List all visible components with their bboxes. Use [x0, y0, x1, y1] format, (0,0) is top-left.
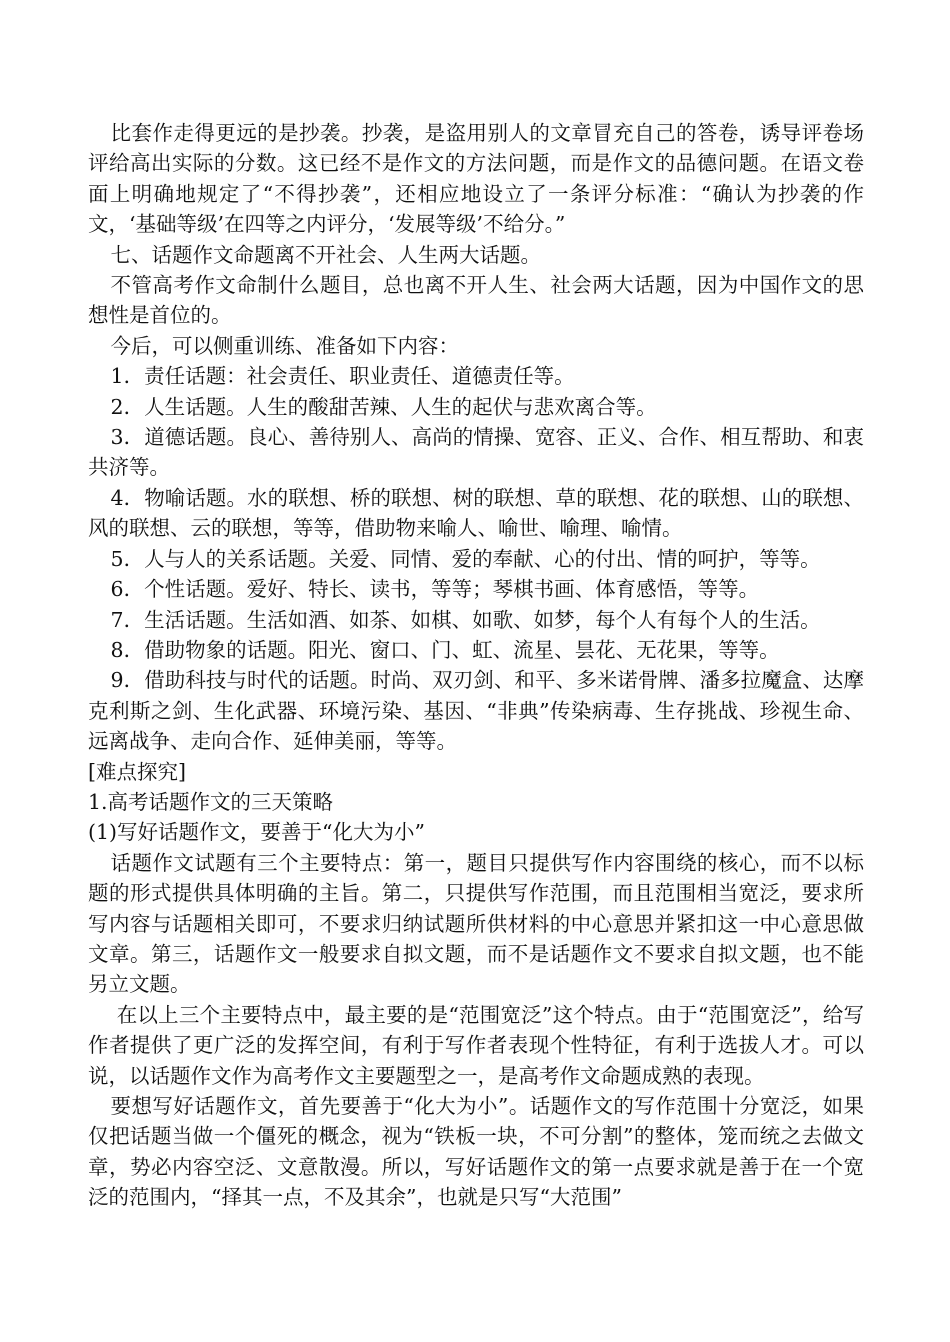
paragraph-two-topics: 不管高考作文命制什么题目，总也离不开人生、社会两大话题，因为中国作文的思想性是首位的。: [88, 273, 864, 328]
list-item-imagery: 8．借助物象的话题。阳光、窗口、门、虹、流星、昙花、无花果，等等。: [110, 637, 780, 662]
list-item-technology: 9．借助科技与时代的话题。时尚、双刃剑、和平、多米诺骨牌、潘多拉魔盒、达摩克利斯之剑、生化武器、环境污染、基因、“非典”传染病毒、生存挑战、珍视生命、远离战争、走向合作、延伸美丽，等等。: [88, 668, 864, 754]
paragraph-three-features: 话题作文试题有三个主要特点：第一，题目只提供写作内容围绕的核心，而不以标题的形式提供具体明确的主旨。第二，只提供写作范围，而且范围相当宽泛，要求所写内容与话题相关即可，不要求归纳试题所供材料的中心意思并紧扣这一中心意思做文章。第三，话题作文一般要求自拟文题，而不是话题作文不要求自拟文题，也不能另立文题。: [88, 850, 864, 997]
paragraph-plagiarism: 比套作走得更远的是抄袭。抄袭，是盗用别人的文章冒充自己的答卷，诱导评卷场评给高出实际的分数。这已经不是作文的方法问题，而是作文的品德问题。在语文卷面上明确地规定了“不得抄袭”，还相应地设立了一条评分标准：“确认为抄袭的作文，‘基础等级’在四等之内评分，‘发展等级’不给分。”: [88, 121, 864, 237]
list-item-relationships: 5．人与人的关系话题。关爱、同情、爱的奉献、心的付出、情的呵护，等等。: [110, 546, 821, 571]
list-item-responsibility: 1．责任话题：社会责任、职业责任、道德责任等。: [110, 364, 575, 389]
paragraph-write-well: 要想写好话题作文，首先要善于“化大为小”。话题作文的写作范围十分宽泛，如果仅把话题当做一个僵死的概念，视为“铁板一块，不可分割”的整体，笼而统之去做文章，势必内容空泛、文意散漫。所以，写好话题作文的第一点要求就是善于在一个宽泛的范围内，“择其一点，不及其余”，也就是只写“大范围”: [88, 1094, 864, 1210]
list-item-personality: 6．个性话题。爱好、特长、读书，等等；琴棋书画、体育感悟，等等。: [110, 577, 760, 602]
list-item-metaphor: 4．物喻话题。水的联想、桥的联想、树的联想、草的联想、花的联想、山的联想、风的联想、云的联想，等等，借助物来喻人、喻世、喻理、喻情。: [88, 485, 864, 541]
list-item-living: 7．生活话题。生活如酒、如茶、如棋、如歌、如梦，每个人有每个人的生活。: [110, 607, 821, 632]
list-item-life: 2．人生话题。人生的酸甜苦辣、人生的起伏与悲欢离合等。: [110, 394, 657, 419]
document-page: [88, 118, 864, 1213]
subheading-narrow-down: (1)写好话题作文，要善于“化大为小”: [88, 820, 425, 845]
list-item-morality: 3．道德话题。良心、善待别人、高尚的情操、宽容、正义、合作、相互帮助、和衷共济等。: [88, 425, 864, 480]
section-heading-difficulty: [难点探究]: [88, 759, 186, 784]
paragraph-broad-scope: 在以上三个主要特点中，最主要的是“范围宽泛”这个特点。由于“范围宽泛”，给写作者提供了更广泛的发挥空间，有利于写作者表现个性特征，有利于选拔人才。可以说，以话题作文作为高考作文主要题型之一，是高考作文命题成熟的表现。: [88, 1002, 864, 1088]
subheading-strategy: 1.高考话题作文的三天策略: [88, 789, 334, 814]
paragraph-training-intro: 今后，可以侧重训练、准备如下内容：: [110, 333, 460, 358]
section-heading-seven: 七、话题作文命题离不开社会、人生两大话题。: [110, 242, 542, 267]
